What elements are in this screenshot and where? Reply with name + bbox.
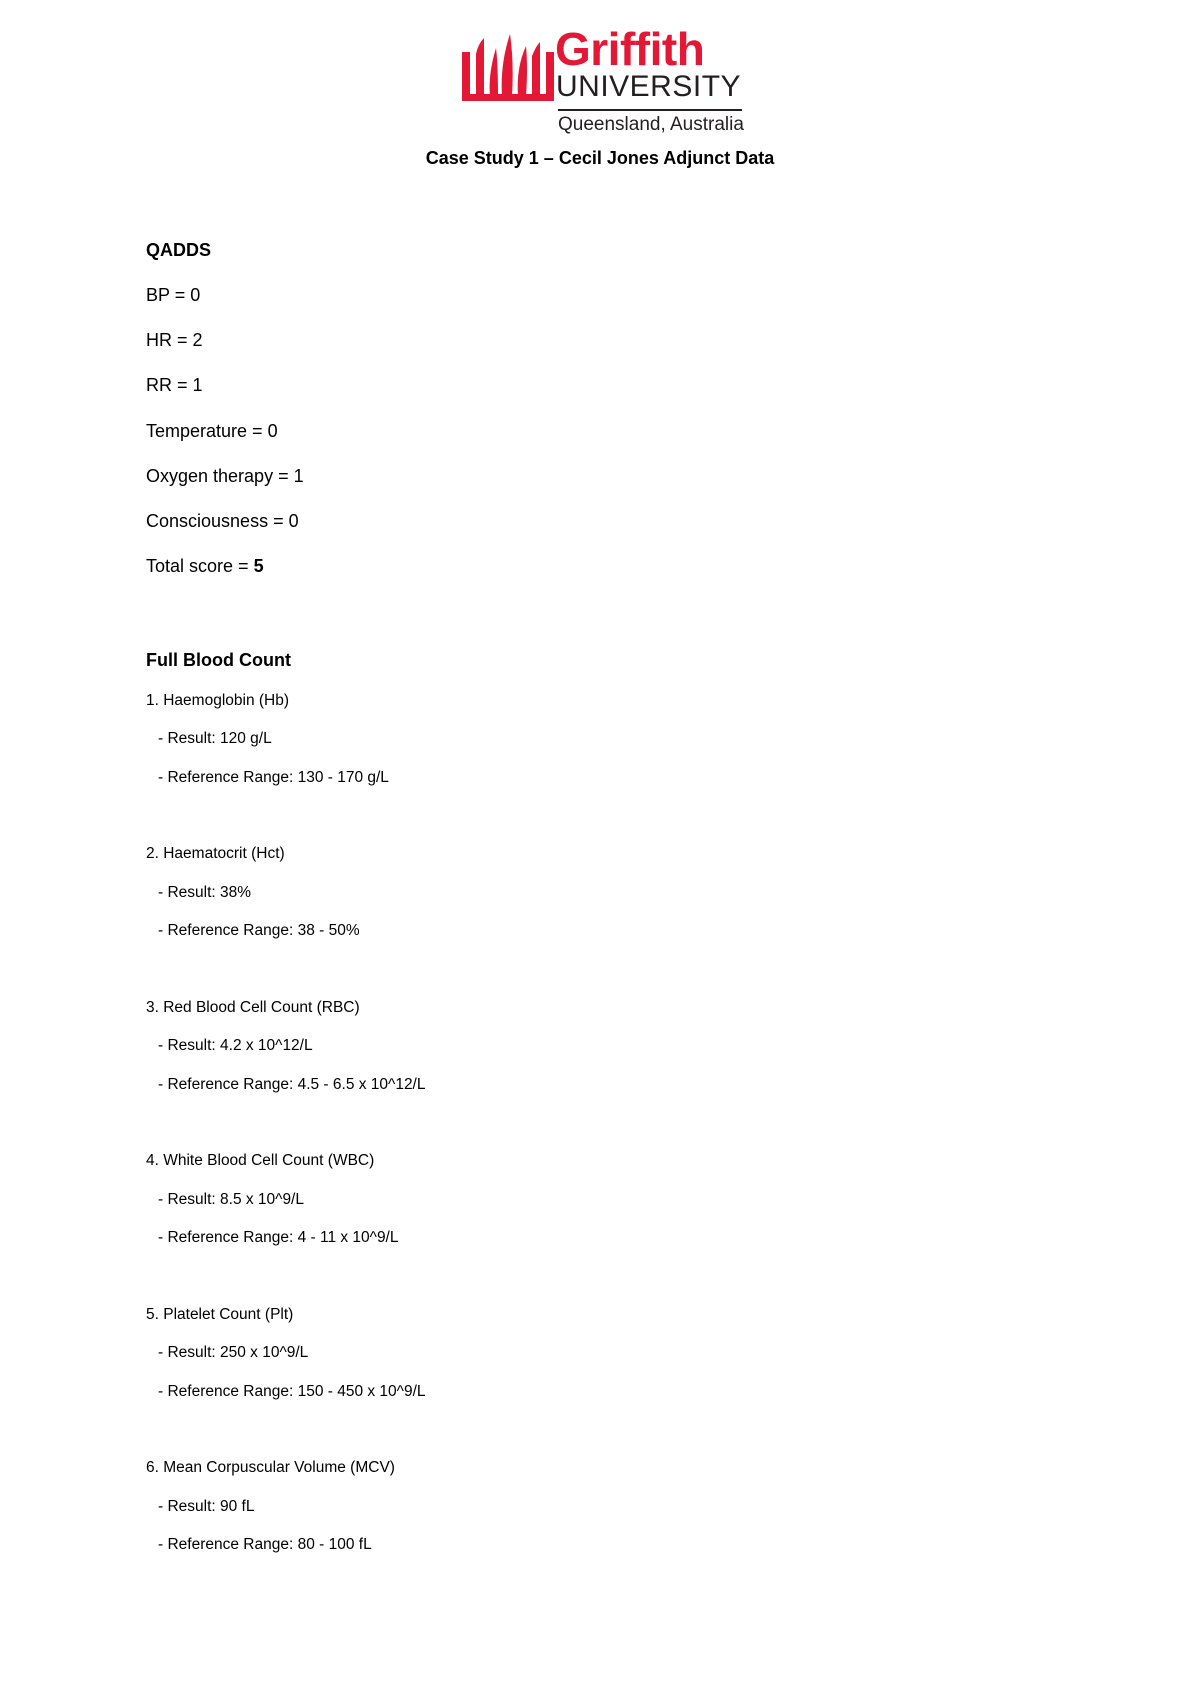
qadds-item-hr: HR = 2 bbox=[146, 330, 203, 350]
fbc-test-range: - Reference Range: 150 - 450 x 10^9/L bbox=[158, 1383, 426, 1400]
logo-university-text: UNIVERSITY bbox=[556, 70, 742, 103]
fbc-test-range: - Reference Range: 4 - 11 x 10^9/L bbox=[158, 1229, 399, 1246]
fbc-test-range: - Reference Range: 38 - 50% bbox=[158, 922, 360, 939]
logo-place-text: Queensland, Australia bbox=[558, 114, 744, 135]
fbc-test-range: - Reference Range: 130 - 170 g/L bbox=[158, 769, 389, 786]
fbc-test-result: - Result: 38% bbox=[158, 884, 252, 901]
fbc-test-name: 6. Mean Corpuscular Volume (MCV) bbox=[146, 1459, 395, 1476]
logo-divider bbox=[558, 109, 742, 111]
fbc-test-result: - Result: 8.5 x 10^9/L bbox=[158, 1191, 304, 1208]
fbc-heading: Full Blood Count bbox=[146, 650, 291, 670]
fbc-test-name: 5. Platelet Count (Plt) bbox=[146, 1306, 294, 1323]
fbc-test-range: - Reference Range: 4.5 - 6.5 x 10^12/L bbox=[158, 1076, 426, 1093]
logo-griffith-text: Griffith bbox=[555, 23, 705, 75]
griffith-emblem-icon bbox=[462, 34, 554, 104]
qadds-heading: QADDS bbox=[146, 240, 212, 260]
qadds-item-rr: RR = 1 bbox=[146, 375, 203, 395]
fbc-test-range: - Reference Range: 80 - 100 fL bbox=[158, 1536, 372, 1553]
griffith-logo bbox=[462, 23, 748, 138]
fbc-test-result: - Result: 120 g/L bbox=[158, 730, 272, 747]
fbc-test-name: 1. Haemoglobin (Hb) bbox=[146, 692, 290, 709]
fbc-test-name: 4. White Blood Cell Count (WBC) bbox=[146, 1152, 375, 1169]
qadds-item-consciousness: Consciousness = 0 bbox=[146, 511, 299, 531]
qadds-item-oxygen-therapy: Oxygen therapy = 1 bbox=[146, 466, 304, 486]
fbc-test-result: - Result: 250 x 10^9/L bbox=[158, 1344, 309, 1361]
document-title: Case Study 1 – Cecil Jones Adjunct Data bbox=[425, 148, 775, 168]
fbc-test-name: 3. Red Blood Cell Count (RBC) bbox=[146, 999, 360, 1016]
fbc-test-result: - Result: 4.2 x 10^12/L bbox=[158, 1037, 313, 1054]
qadds-item-total-score: Total score = 5 bbox=[146, 556, 264, 576]
fbc-test-result: - Result: 90 fL bbox=[158, 1498, 255, 1515]
fbc-test-name: 2. Haematocrit (Hct) bbox=[146, 845, 285, 862]
qadds-item-bp: BP = 0 bbox=[146, 285, 201, 305]
qadds-item-temperature: Temperature = 0 bbox=[146, 421, 278, 441]
